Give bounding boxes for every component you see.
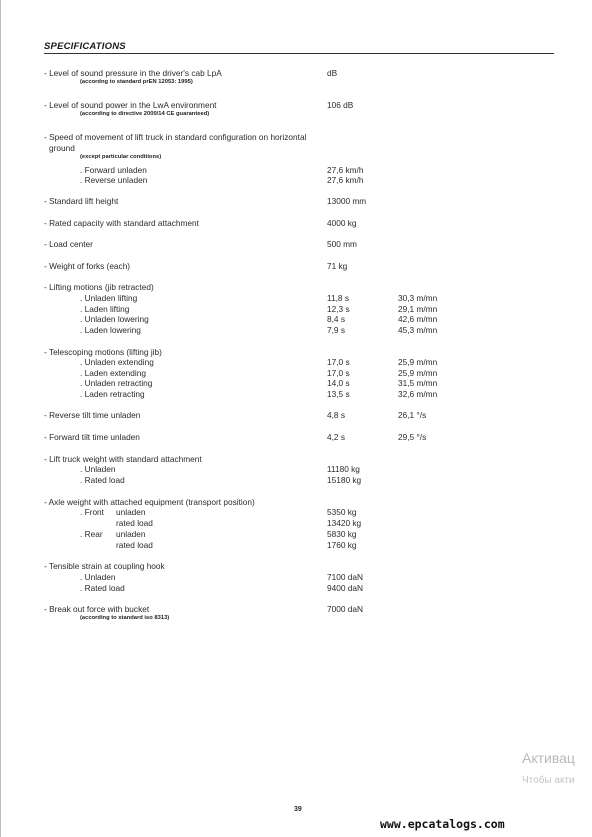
spec-row-label: . Laden extending — [80, 368, 146, 378]
spec-row-value: 13420 kg — [327, 518, 362, 528]
spec-row-value2: 31,5 m/mn — [398, 378, 438, 388]
spec-row-value: 1760 kg — [327, 540, 357, 550]
spec-value2-reverse-tilt: 26,1 °/s — [398, 410, 427, 420]
spec-row-label: . Unladen lifting — [80, 293, 138, 303]
spec-value-breakout-force: 7000 daN — [327, 604, 363, 614]
spec-row-value: 12,3 s — [327, 304, 350, 314]
spec-value2-forward-tilt: 29,5 °/s — [398, 432, 427, 442]
activation-watermark-title: Активац — [522, 750, 575, 766]
spec-label-sound-pressure: - Level of sound pressure in the driver's cab LpA — [44, 68, 222, 78]
spec-value-sound-pressure: dB — [327, 68, 338, 78]
spec-row-value: 11180 kg — [327, 464, 360, 474]
spec-row-value2: 30,3 m/mn — [398, 293, 438, 303]
spec-label-reverse-tilt: - Reverse tilt time unladen — [44, 410, 141, 420]
spec-value-sound-power: 106 dB — [327, 100, 354, 110]
spec-row-value2: 32,6 m/mn — [398, 389, 438, 399]
spec-row-value: 14,0 s — [327, 378, 350, 388]
spec-label-axle-weight: - Axle weight with attached equipment (transport position) — [44, 497, 255, 507]
spec-row-label: . Laden lowering — [80, 325, 141, 335]
spec-label-sound-power: - Level of sound power in the LwA environment — [44, 100, 217, 110]
spec-label-load-center: - Load center — [44, 239, 93, 249]
spec-row-value2: 42,6 m/mn — [398, 314, 438, 324]
page-heading: SPECIFICATIONS — [44, 41, 126, 52]
spec-label-speed-cont: ground — [49, 143, 75, 153]
spec-label-rated-capacity: - Rated capacity with standard attachment — [44, 218, 199, 228]
spec-label-fork-weight: - Weight of forks (each) — [44, 261, 131, 271]
spec-row-value: 17,0 s — [327, 357, 350, 367]
spec-row-sublabel: unladen — [116, 529, 146, 539]
spec-value-fork-weight: 71 kg — [327, 261, 348, 271]
spec-row-sublabel: rated load — [116, 518, 153, 528]
activation-watermark-text: Чтобы акти — [522, 775, 575, 786]
heading-rule — [44, 53, 554, 54]
spec-row-value2: 45,3 m/mn — [398, 325, 438, 335]
site-watermark: www.epcatalogs.com — [380, 817, 505, 831]
spec-label-lift-height: - Standard lift height — [44, 196, 119, 206]
spec-row-sublabel: rated load — [116, 540, 153, 550]
spec-row-value: 13,5 s — [327, 389, 350, 399]
spec-row-label: . Rated load — [80, 583, 125, 593]
spec-row-label: . Unladen — [80, 464, 116, 474]
spec-row-value: 27,6 km/h — [327, 175, 364, 185]
spec-note-sound-pressure: (accordng to standard prEN 12053: 1995) — [80, 79, 193, 85]
spec-row-label: . Forward unladen — [80, 165, 147, 175]
spec-value-forward-tilt: 4,2 s — [327, 432, 345, 442]
spec-note-breakout-force: (according to standard iso 8313) — [80, 615, 170, 621]
spec-value-reverse-tilt: 4,8 s — [327, 410, 345, 420]
spec-row-value: 7100 daN — [327, 572, 363, 582]
spec-value-lift-height: 13000 mm — [327, 196, 367, 206]
spec-label-tensile-strain: - Tensible strain at coupling hook — [44, 561, 165, 571]
spec-row-sublabel: unladen — [116, 507, 146, 517]
spec-row-value2: 25,9 m/mn — [398, 368, 438, 378]
spec-row-label: . Laden lifting — [80, 304, 130, 314]
spec-value-load-center: 500 mm — [327, 239, 357, 249]
spec-row-value: 5350 kg — [327, 507, 357, 517]
spec-row-label: . Unladen lowering — [80, 314, 149, 324]
spec-row-value: 7,9 s — [327, 325, 345, 335]
spec-row-label: . Rated load — [80, 475, 125, 485]
spec-row-label: . Front — [80, 507, 104, 517]
spec-note-speed: (except particular conditions) — [80, 154, 162, 160]
spec-row-label: . Laden retracting — [80, 389, 145, 399]
spec-row-value2: 25,9 m/mn — [398, 357, 438, 367]
spec-label-truck-weight: - Lift truck weight with standard attachment — [44, 454, 202, 464]
spec-label-lifting-motions: - Lifting motions (jib retracted) — [44, 282, 154, 292]
spec-row-label: . Unladen — [80, 572, 116, 582]
spec-value-rated-capacity: 4000 kg — [327, 218, 357, 228]
spec-row-value: 11,8 s — [327, 293, 349, 303]
spec-row-value: 17,0 s — [327, 368, 350, 378]
page-edge-line — [0, 0, 1, 837]
spec-label-forward-tilt: - Forward tilt time unladen — [44, 432, 140, 442]
spec-row-value: 8,4 s — [327, 314, 345, 324]
spec-row-value: 9400 daN — [327, 583, 363, 593]
spec-label-breakout-force: - Break out force with bucket — [44, 604, 150, 614]
spec-row-value: 5830 kg — [327, 529, 357, 539]
spec-row-label: . Reverse unladen — [80, 175, 148, 185]
spec-row-value: 15180 kg — [327, 475, 362, 485]
spec-row-label: . Unladen extending — [80, 357, 154, 367]
spec-label-telescoping-motions: - Telescoping motions (lifting jib) — [44, 347, 162, 357]
spec-note-sound-power: (according to directive 2000/14 CE guaranteed) — [80, 111, 210, 117]
spec-row-label: . Rear — [80, 529, 103, 539]
spec-row-value: 27,6 km/h — [327, 165, 364, 175]
spec-label-speed: - Speed of movement of lift truck in standard configuration on horizontal — [44, 132, 307, 142]
page-number: 39 — [294, 806, 302, 813]
spec-row-value2: 29,1 m/mn — [398, 304, 438, 314]
spec-row-label: . Unladen retracting — [80, 378, 153, 388]
